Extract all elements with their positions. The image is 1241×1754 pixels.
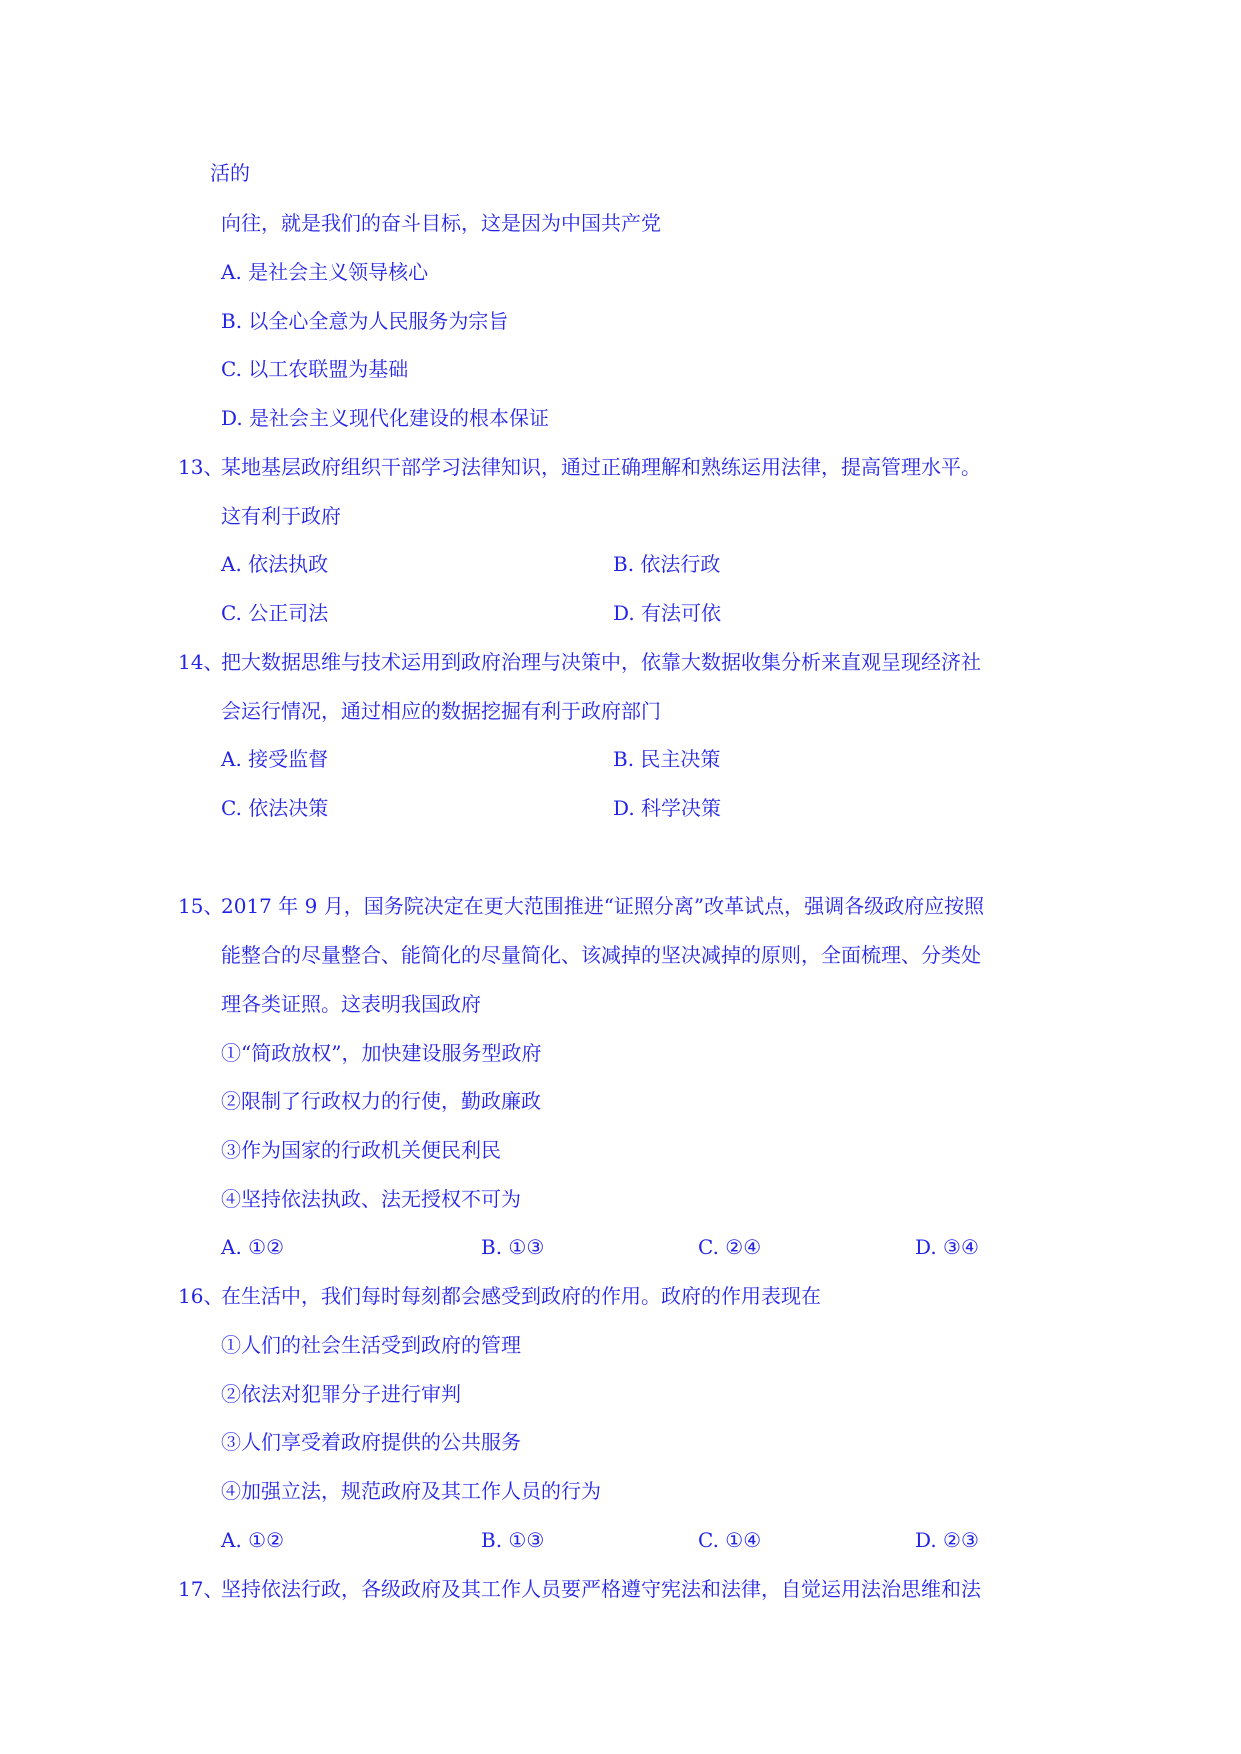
q12-option-d: D. 是社会主义现代化建设的根本保证 [221, 406, 550, 430]
q13-number: 13、 [178, 455, 224, 479]
q16-item-1: ①人们的社会生活受到政府的管理 [221, 1333, 521, 1357]
q12-option-c: C. 以工农联盟为基础 [221, 357, 409, 381]
q13-stem-line2: 这有利于政府 [221, 504, 341, 528]
q13-option-b: B. 依法行政 [613, 552, 721, 576]
q13-option-d: D. 有法可依 [613, 601, 722, 625]
q14-option-b: B. 民主决策 [613, 747, 721, 771]
q13-stem-line1: 某地基层政府组织干部学习法律知识，通过正确理解和熟练运用法律，提高管理水平。 [221, 455, 981, 479]
q12-stem-line1: 活的 [210, 161, 250, 185]
q16-option-d: D. ②③ [915, 1528, 979, 1552]
q15-item-4: ④坚持依法执政、法无授权不可为 [221, 1187, 521, 1211]
q17-stem-line1: 坚持依法行政，各级政府及其工作人员要严格遵守宪法和法律，自觉运用法治思维和法 [221, 1577, 981, 1601]
q12-stem-line2: 向往，就是我们的奋斗目标，这是因为中国共产党 [221, 211, 661, 235]
q16-item-4: ④加强立法，规范政府及其工作人员的行为 [221, 1479, 601, 1503]
q16-stem-line1: 在生活中，我们每时每刻都会感受到政府的作用。政府的作用表现在 [221, 1284, 821, 1308]
q16-number: 16、 [178, 1284, 224, 1308]
q15-option-d: D. ③④ [915, 1235, 979, 1259]
q15-number: 15、 [178, 894, 224, 918]
q15-stem-line1: 2017 年 9 月，国务院决定在更大范围推进“证照分离”改革试点，强调各级政府应按照 [221, 894, 985, 918]
q15-option-a: A. ①② [221, 1235, 285, 1259]
q17-number: 17、 [178, 1577, 224, 1601]
q14-stem-line2: 会运行情况，通过相应的数据挖掘有利于政府部门 [221, 699, 661, 723]
q14-number: 14、 [178, 650, 224, 674]
q15-item-1: ①“简政放权”，加快建设服务型政府 [221, 1041, 542, 1065]
q14-stem-line1: 把大数据思维与技术运用到政府治理与决策中，依靠大数据收集分析来直观呈现经济社 [221, 650, 981, 674]
q16-option-a: A. ①② [221, 1528, 285, 1552]
q15-option-c: C. ②④ [698, 1235, 762, 1259]
q15-option-b: B. ①③ [481, 1235, 545, 1259]
q15-item-3: ③作为国家的行政机关便民利民 [221, 1138, 501, 1162]
q16-item-3: ③人们享受着政府提供的公共服务 [221, 1430, 521, 1454]
q16-item-2: ②依法对犯罪分子进行审判 [221, 1382, 461, 1406]
q16-option-b: B. ①③ [481, 1528, 545, 1552]
q15-stem-line2: 能整合的尽量整合、能简化的尽量简化、该减掉的坚决减掉的原则，全面梳理、分类处 [221, 943, 981, 967]
q12-option-b: B. 以全心全意为人民服务为宗旨 [221, 309, 509, 333]
q14-option-c: C. 依法决策 [221, 796, 329, 820]
q14-option-d: D. 科学决策 [613, 796, 722, 820]
q14-option-a: A. 接受监督 [221, 747, 329, 771]
q15-stem-line3: 理各类证照。这表明我国政府 [221, 992, 481, 1016]
q12-option-a: A. 是社会主义领导核心 [221, 260, 429, 284]
q15-item-2: ②限制了行政权力的行使，勤政廉政 [221, 1089, 541, 1113]
q13-option-c: C. 公正司法 [221, 601, 329, 625]
q16-option-c: C. ①④ [698, 1528, 762, 1552]
q13-option-a: A. 依法执政 [221, 552, 329, 576]
